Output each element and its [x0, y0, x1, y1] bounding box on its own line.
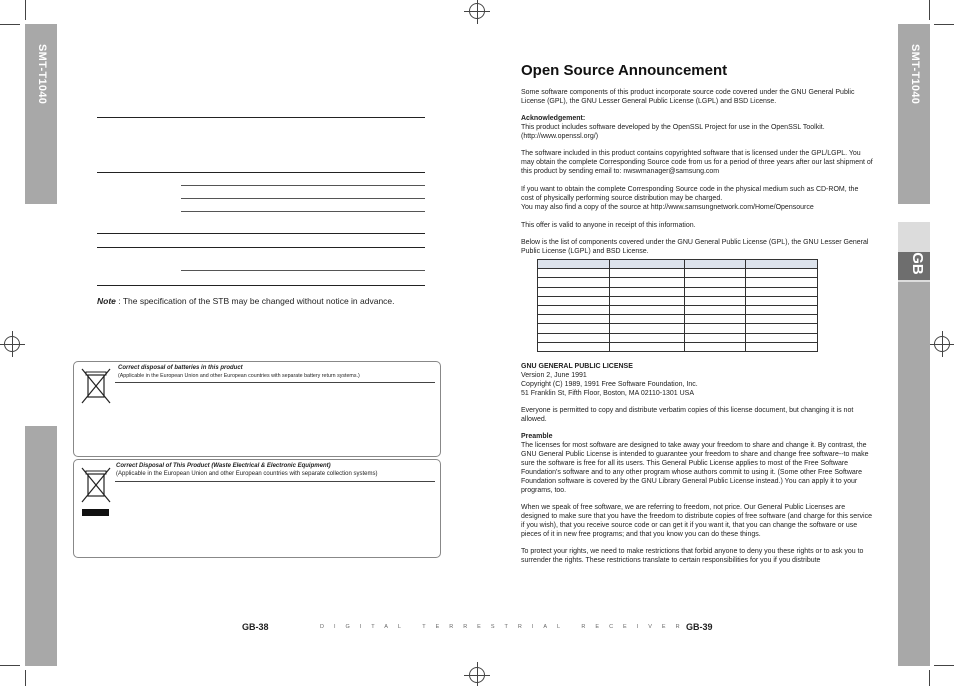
- footer-text: DIGITAL TERRESTRIAL RECEIVER: [320, 624, 690, 630]
- preamble-paragraph: The licenses for most software are designed to take away your freedom to share and change it. By contrast, the GNU General Public License is intended to guarantee your freedom to share and change free software--to make sure the software is free for all its users. This General Public License applies to most of the Free Software Foundation's software and to any other program whose authors commit to using it. (Some other Free Software Foundation software is covered by the GNU Library General Public License instead.) You can apply it to your programs, too.: [521, 442, 869, 494]
- gnu-address: 51 Franklin St, Fifth Floor, Boston, MA 02110-1301 USA: [521, 390, 695, 397]
- weee-black-bar: [82, 509, 109, 516]
- right-side-label: SMT-T1040: [909, 44, 921, 105]
- acknowledgement-text: This product includes software developed by the OpenSSL Project for use in the OpenSSL Toolkit. (http://www.openssl.org/): [521, 124, 825, 140]
- spec-table-rule: [181, 270, 425, 271]
- weee-box-rule: [115, 481, 435, 482]
- left-side-label: SMT-T1040: [36, 44, 48, 105]
- registration-mark-icon: [469, 667, 485, 683]
- component-list-paragraph: Below is the list of components covered under the GNU General Public License (GPL), the GNU Lesser General Public License (LGPL) and BSD License.: [521, 239, 869, 255]
- gpl-paragraph: The software included in this product contains copyrighted software that is licensed under the GPL/LGPL. You may obtain the complete Corresponding Source code from us for a period of three years after our last shipment of this product by sending email to: nwswmanager@samsung.com: [521, 150, 873, 175]
- battery-box-subtitle: (Applicable in the European Union and other European countries with separate battery return systems.): [118, 373, 360, 379]
- crop-mark: [25, 0, 26, 20]
- left-page-number: GB-38: [242, 622, 269, 632]
- spec-table-rule: [97, 117, 425, 118]
- freedom-paragraph: When we speak of free software, we are referring to freedom, not price. Our General Public Licenses are designed to make sure that you have the freedom to distribute copies of free software (and charge for this service if you wish), that you receive source code or can get it if you want it, that you can change the software or use pieces of it in new free programs; and that you know you can do these things.: [521, 504, 872, 538]
- spec-note: [97, 296, 395, 306]
- preamble-heading: Preamble: [521, 433, 553, 440]
- acknowledgement-heading: Acknowledgement:: [521, 115, 586, 122]
- crop-mark: [0, 665, 20, 666]
- right-side-tab-lower: [898, 282, 930, 666]
- intro-paragraph: Some software components of this product incorporate source code covered under the GNU General Public License (GPL), the GNU Lesser General Public License (LGPL) and BSD License.: [521, 89, 855, 105]
- crop-mark: [934, 24, 954, 25]
- note-label: Note: [97, 296, 116, 306]
- right-page-number: GB-39: [686, 622, 713, 632]
- table-row: [538, 305, 818, 314]
- protect-paragraph: To protect your rights, we need to make restrictions that forbid anyone to deny you these rights or to ask you to surrender the rights. These restrictions translate to certain responsibilities for you if you distribute: [521, 548, 864, 564]
- table-row: [538, 315, 818, 324]
- table-header-row: [538, 260, 818, 269]
- battery-box-rule: [115, 382, 435, 383]
- component-table: [537, 259, 818, 352]
- page-title: Open Source Announcement: [521, 62, 728, 79]
- table-row: [538, 269, 818, 278]
- gb-tab-label: GB: [908, 252, 926, 275]
- registration-mark-icon: [4, 336, 20, 352]
- crossed-bin-icon: [79, 366, 113, 406]
- gnu-copyright: Copyright (C) 1989, 1991 Free Software Foundation, Inc.: [521, 381, 698, 388]
- spec-table-rule: [97, 172, 425, 173]
- spec-table-rule: [181, 198, 425, 199]
- permit-paragraph: Everyone is permitted to copy and distribute verbatim copies of this license document, but changing it is not allowed.: [521, 407, 854, 423]
- crossed-bin-icon: [79, 465, 113, 505]
- spec-table-rule: [181, 185, 425, 186]
- crop-mark: [929, 670, 930, 686]
- table-row: [538, 278, 818, 287]
- weee-box-title: Correct Disposal of This Product (Waste Electrical & Electronic Equipment): [116, 463, 331, 469]
- battery-box-title: Correct disposal of batteries in this product: [118, 365, 243, 371]
- table-row: [538, 324, 818, 333]
- table-row: [538, 342, 818, 351]
- gnu-heading: GNU GENERAL PUBLIC LICENSE: [521, 363, 633, 370]
- spec-table-rule: [181, 211, 425, 212]
- gnu-version: Version 2, June 1991: [521, 372, 587, 379]
- crop-mark: [934, 665, 954, 666]
- crop-mark: [0, 24, 20, 25]
- table-row: [538, 333, 818, 342]
- spec-table-rule: [97, 247, 425, 248]
- weee-box-subtitle: (Applicable in the European Union and other European countries with separate collection systems): [116, 471, 378, 477]
- note-text: : The specification of the STB may be changed without notice in advance.: [115, 296, 395, 306]
- table-row: [538, 296, 818, 305]
- gb-language-tab: [898, 252, 930, 280]
- crop-mark: [929, 0, 930, 20]
- offer-paragraph: This offer is valid to anyone in receipt of this information.: [521, 222, 696, 229]
- table-row: [538, 287, 818, 296]
- registration-mark-icon: [469, 3, 485, 19]
- spec-table-rule: [97, 285, 425, 286]
- left-side-tab-lower: [25, 426, 57, 666]
- website-paragraph: You may also find a copy of the source at http://www.samsungnetwork.com/Home/Opensource: [521, 204, 814, 211]
- crop-mark: [25, 670, 26, 686]
- spec-table-rule: [97, 233, 425, 234]
- cdrom-paragraph: If you want to obtain the complete Corresponding Source code in the physical medium such as CD-ROM, the cost of physically performing source distribution may be charged.: [521, 186, 859, 202]
- registration-mark-icon: [934, 336, 950, 352]
